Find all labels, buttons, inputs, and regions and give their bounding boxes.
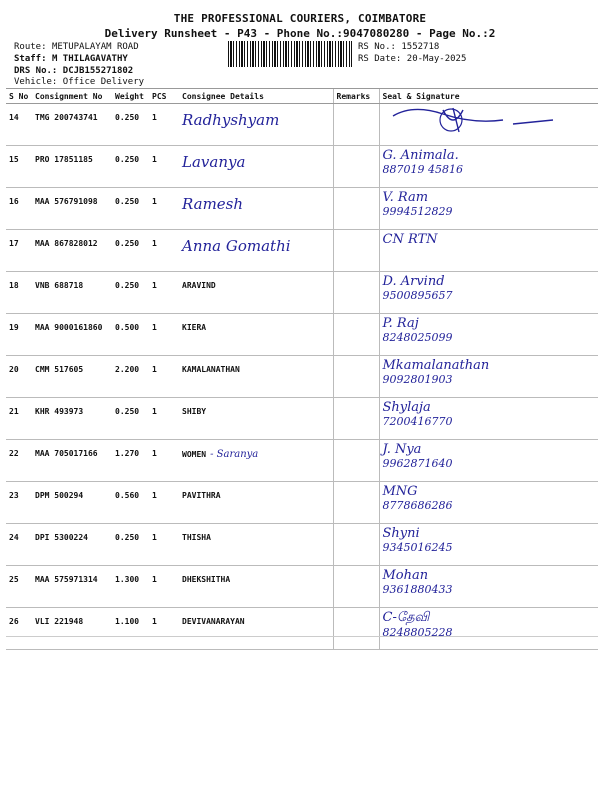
cell-sno: 16 [6, 188, 32, 230]
cell-signature [379, 566, 598, 608]
cell-sno: 22 [6, 440, 32, 482]
document-subtitle: Delivery Runsheet - P43 - Phone No.:9047080280 - Page No.:2 [104, 27, 496, 40]
cell-signature [379, 314, 598, 356]
signature-phone: 8248025099 [382, 331, 453, 344]
signature-phone: 7200416770 [382, 415, 453, 428]
signature-name: D. Arvind [382, 274, 445, 289]
signature-phone: 8248805228 [382, 626, 453, 639]
cell-remarks [333, 314, 379, 356]
cell-consignee [179, 482, 333, 524]
signature-phone: 9361880433 [382, 583, 453, 596]
cell-remarks [333, 272, 379, 314]
rs-date-value: 20-May-2025 [406, 54, 467, 64]
cell-consignee [179, 314, 333, 356]
signature-block [383, 610, 596, 639]
signature-block [383, 526, 596, 554]
cell-signature [379, 356, 598, 398]
barcode-image [228, 41, 352, 67]
cell-consignment: CMM 517605 [32, 356, 112, 398]
signature-block [383, 442, 596, 470]
cell-weight: 1.270 [112, 440, 149, 482]
document-title: THE PROFESSIONAL COURIERS, COIMBATORE [173, 12, 427, 25]
cell-signature [379, 608, 598, 650]
table-row [6, 398, 598, 440]
signature-name: Shylaja [382, 400, 431, 415]
consignee-name: WOMEN [182, 450, 207, 459]
staff-value: M THILAGAVATHY [51, 54, 128, 64]
cell-pcs: 1 [149, 566, 179, 608]
consignee-name: THISHA [182, 533, 211, 542]
runsheet-table [6, 88, 598, 650]
signature-name: P. Raj [382, 316, 419, 331]
table-row [6, 314, 598, 356]
table-row [6, 566, 598, 608]
cell-consignee [179, 566, 333, 608]
cell-remarks [333, 566, 379, 608]
staff-label: Staff: [14, 54, 47, 64]
signature-name: Shyni [382, 526, 420, 541]
signature-name: MNG [382, 484, 418, 499]
signature-phone: 9962871640 [382, 457, 453, 470]
cell-consignee [179, 398, 333, 440]
signature-block [383, 400, 596, 428]
table-bottom-rule [6, 636, 598, 637]
signature-block [383, 358, 596, 386]
cell-weight: 0.250 [112, 146, 149, 188]
cell-consignee [179, 440, 333, 482]
cell-consignment: MAA 705017166 [32, 440, 112, 482]
cell-pcs: 1 [149, 608, 179, 650]
cell-consignee [179, 188, 333, 230]
cell-signature [379, 482, 598, 524]
cell-consignment: MAA 9000161860 [32, 314, 112, 356]
cell-signature [379, 398, 598, 440]
table-row [6, 230, 598, 272]
drs-line [14, 66, 133, 77]
vehicle-label: Vehicle: [14, 77, 58, 87]
cell-sno: 24 [6, 524, 32, 566]
vehicle-value: Office Delivery [62, 77, 145, 87]
cell-consignment: PRO 17851185 [32, 146, 112, 188]
cell-weight: 1.100 [112, 608, 149, 650]
cell-remarks [333, 104, 379, 146]
cell-weight: 0.560 [112, 482, 149, 524]
cell-consignment: VLI 221948 [32, 608, 112, 650]
consignee-name: Anna Gomathi [182, 237, 291, 255]
consignee-name: DHEKSHITHA [182, 575, 231, 584]
col-header-sno: S No [6, 89, 32, 104]
signature-name: Mkamalanathan [382, 358, 490, 373]
cell-consignee [179, 524, 333, 566]
cell-remarks [333, 482, 379, 524]
cell-sno: 15 [6, 146, 32, 188]
cell-sno: 19 [6, 314, 32, 356]
table-row [6, 440, 598, 482]
cell-weight: 1.300 [112, 566, 149, 608]
cell-signature [379, 104, 598, 146]
table-row [6, 356, 598, 398]
cell-pcs: 1 [149, 146, 179, 188]
route-value: METUPALAYAM ROAD [51, 42, 139, 52]
cell-pcs: 1 [149, 398, 179, 440]
signature-block [383, 190, 596, 218]
drs-value: DCJB155271802 [62, 66, 134, 76]
consignee-name: Lavanya [182, 153, 246, 171]
consignee-name: Ramesh [182, 195, 244, 213]
cell-sno: 26 [6, 608, 32, 650]
consignee-name: ARAVIND [182, 281, 216, 290]
signature-block [383, 232, 596, 247]
cell-consignment: VNB 688718 [32, 272, 112, 314]
cell-sno: 18 [6, 272, 32, 314]
cell-sno: 14 [6, 104, 32, 146]
cell-sno: 17 [6, 230, 32, 272]
signature-block [383, 568, 596, 596]
cell-pcs: 1 [149, 188, 179, 230]
signature-name: C-தேவி [382, 610, 430, 625]
rs-no-value: 1552718 [401, 42, 440, 52]
cell-pcs: 1 [149, 314, 179, 356]
signature-name: J. Nya [382, 442, 422, 457]
signature-phone: 887019 45816 [382, 163, 463, 176]
route-label: Route: [14, 42, 47, 52]
table-row [6, 272, 598, 314]
cell-signature [379, 272, 598, 314]
cell-consignment: DPM 500294 [32, 482, 112, 524]
cell-consignment: MAA 575971314 [32, 566, 112, 608]
cell-pcs: 1 [149, 272, 179, 314]
cell-sno: 20 [6, 356, 32, 398]
cell-weight: 0.250 [112, 524, 149, 566]
cell-signature [379, 230, 598, 272]
col-header-consignee: Consignee Details [179, 89, 333, 104]
signature-block [383, 316, 596, 344]
cell-weight: 2.200 [112, 356, 149, 398]
signature-phone: 8778686286 [382, 499, 453, 512]
col-header-remarks: Remarks [333, 89, 379, 104]
cell-weight: 0.250 [112, 188, 149, 230]
signature-block [383, 484, 596, 512]
col-header-weight: Weight [112, 89, 149, 104]
table-row [6, 146, 598, 188]
consignee-name: Radhyshyam [182, 111, 280, 129]
cell-consignee [179, 356, 333, 398]
cell-pcs: 1 [149, 104, 179, 146]
cell-signature [379, 188, 598, 230]
signature-name: V. Ram [382, 190, 429, 205]
drs-label: DRS No.: [14, 66, 58, 76]
cell-consignee [179, 230, 333, 272]
consignee-name: SHIBY [182, 407, 207, 416]
cell-remarks [333, 146, 379, 188]
consignee-handwritten-note: - Saranya [210, 449, 259, 460]
cell-pcs: 1 [149, 440, 179, 482]
cell-signature [379, 146, 598, 188]
table-row [6, 524, 598, 566]
table-row [6, 188, 598, 230]
cell-remarks [333, 398, 379, 440]
cell-consignment: KHR 493973 [32, 398, 112, 440]
cell-weight: 0.250 [112, 398, 149, 440]
cell-pcs: 1 [149, 230, 179, 272]
signature-name: CN RTN [382, 232, 438, 247]
cell-remarks [333, 524, 379, 566]
consignee-name: PAVITHRA [182, 491, 221, 500]
cell-consignment: MAA 867828012 [32, 230, 112, 272]
signature-block [383, 148, 596, 176]
consignee-name: KIERA [182, 323, 207, 332]
cell-signature [379, 440, 598, 482]
cell-pcs: 1 [149, 524, 179, 566]
cell-sno: 23 [6, 482, 32, 524]
table-header-row [6, 89, 598, 104]
cell-weight: 0.250 [112, 104, 149, 146]
cell-consignee [179, 272, 333, 314]
signature-phone: 9994512829 [382, 205, 453, 218]
signature-block [383, 106, 596, 138]
table-row [6, 608, 598, 650]
rs-no-line [358, 42, 439, 53]
cell-consignee [179, 146, 333, 188]
seal-stamp-icon [383, 106, 563, 136]
cell-consignee [179, 104, 333, 146]
table-row [6, 104, 598, 146]
col-header-seal: Seal & Signature [379, 89, 598, 104]
cell-remarks [333, 608, 379, 650]
cell-weight: 0.250 [112, 272, 149, 314]
cell-remarks [333, 356, 379, 398]
col-header-consignment: Consignment No [32, 89, 112, 104]
signature-block [383, 274, 596, 302]
cell-pcs: 1 [149, 482, 179, 524]
signature-name: G. Animala. [382, 148, 459, 163]
consignee-name: DEVIVANARAYAN [182, 617, 245, 626]
cell-consignee [179, 608, 333, 650]
col-header-pcs: PCS [149, 89, 179, 104]
consignee-name: KAMALANATHAN [182, 365, 240, 374]
cell-remarks [333, 188, 379, 230]
cell-weight: 0.500 [112, 314, 149, 356]
cell-sno: 21 [6, 398, 32, 440]
signature-phone: 9500895657 [382, 289, 453, 302]
cell-pcs: 1 [149, 356, 179, 398]
cell-remarks [333, 230, 379, 272]
seal-stroke [393, 108, 553, 132]
cell-remarks [333, 440, 379, 482]
signature-phone: 9092801903 [382, 373, 453, 386]
cell-sno: 25 [6, 566, 32, 608]
cell-signature [379, 524, 598, 566]
rs-date-label: RS Date: [358, 54, 402, 64]
signature-name: Mohan [382, 568, 429, 583]
signature-phone: 9345016245 [382, 541, 453, 554]
rs-no-label: RS No.: [358, 42, 396, 52]
cell-weight: 0.250 [112, 230, 149, 272]
vehicle-line [14, 77, 144, 88]
route-line [14, 42, 139, 53]
rs-date-line [358, 54, 466, 65]
cell-consignment: DPI 5300224 [32, 524, 112, 566]
cell-consignment: MAA 576791098 [32, 188, 112, 230]
staff-line [14, 54, 128, 65]
cell-consignment: TMG 200743741 [32, 104, 112, 146]
table-row [6, 482, 598, 524]
